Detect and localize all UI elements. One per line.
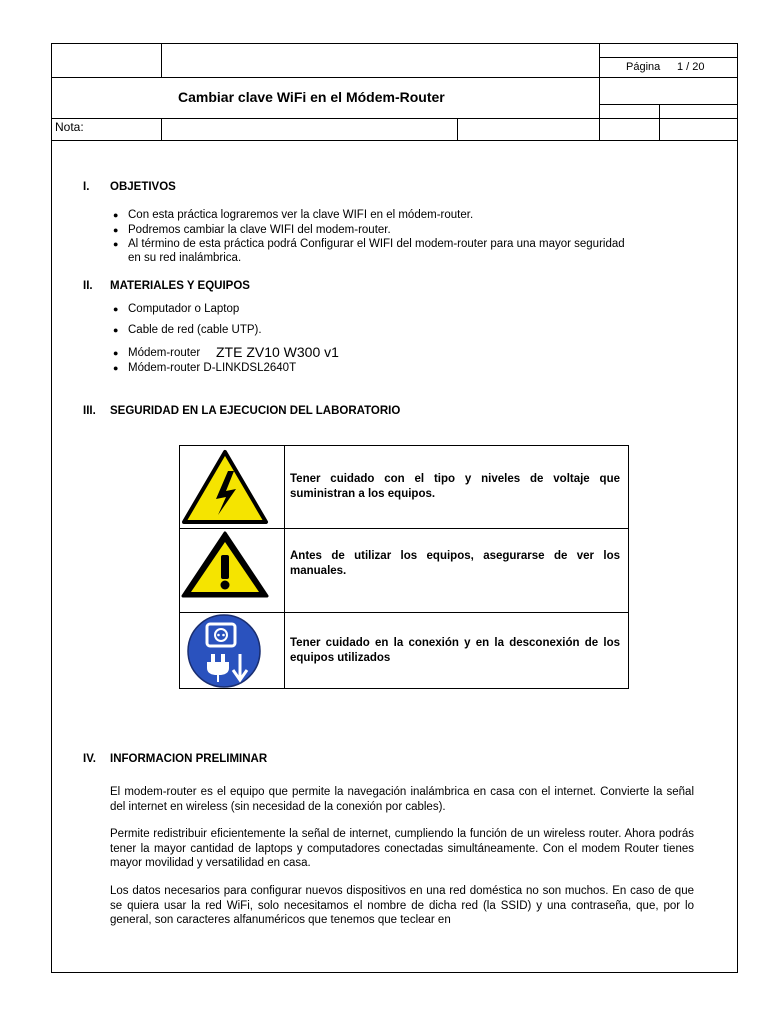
bullet-icon: ● — [113, 225, 119, 235]
section-number-iii: III. — [83, 405, 96, 417]
section-title-informacion: INFORMACION PRELIMINAR — [110, 753, 268, 765]
paragraph: Permite redistribuir eficientemente la señal de internet, cumpliendo la función de un wireless router. Ahora podrás tener la mayor cantidad de laptops y computadores conectadas simultáneamente. Con el modem Router tienes mayor movilidad y versatilidad en casa. — [110, 828, 694, 869]
bullet-icon: ● — [113, 210, 119, 220]
objetivo-item: Con esta práctica lograremos ver la clave WIFI en el módem-router. — [128, 209, 474, 221]
material-item-model: ZTE ZV10 W300 v1 — [216, 344, 339, 360]
objetivo-item: Podremos cambiar la clave WIFI del modem-router. — [128, 224, 391, 236]
nota-label: Nota: — [55, 120, 84, 134]
section-number-iv: IV. — [83, 753, 97, 765]
page-number: 1 / 20 — [677, 61, 705, 73]
material-item: Cable de red (cable UTP). — [128, 324, 262, 336]
material-item: Computador o Laptop — [128, 303, 240, 315]
section-title-objetivos: OBJETIVOS — [110, 181, 176, 193]
material-item: Módem-router — [128, 347, 201, 359]
page-label: Página — [626, 61, 661, 73]
bullet-icon: ● — [113, 363, 119, 373]
safety-text: Tener cuidado en la conexión y en la desconexión de los equipos utilizados — [290, 637, 620, 664]
bullet-icon: ● — [113, 239, 119, 249]
section-number-ii: II. — [83, 280, 93, 292]
paragraph: El modem-router es el equipo que permite la navegación inalámbrica en casa con el internet. Convierte la señal del internet en wireless (sin necesidad de la conexión por cables). — [110, 786, 694, 813]
objetivo-item: Al término de esta práctica podrá Configurar el WIFI del modem-router para una mayor seguridad — [128, 238, 625, 250]
safety-text: Antes de utilizar los equipos, asegurarse de ver los manuales. — [290, 550, 620, 577]
safety-text: Tener cuidado con el tipo y niveles de voltaje que suministran a los equipos. — [290, 473, 620, 500]
objetivo-item-continuation: en su red inalámbrica. — [128, 252, 242, 264]
section-title-seguridad: SEGURIDAD EN LA EJECUCION DEL LABORATORIO — [110, 405, 401, 417]
bullet-icon: ● — [113, 325, 119, 335]
bullet-icon: ● — [113, 348, 119, 358]
material-item: Módem-router D-LINKDSL2640T — [128, 362, 297, 374]
section-title-materiales: MATERIALES Y EQUIPOS — [110, 280, 250, 292]
warning-icon — [180, 530, 270, 600]
section-number-i: I. — [83, 181, 90, 193]
unplug-icon — [181, 614, 267, 688]
high-voltage-icon — [180, 447, 270, 527]
paragraph: Los datos necesarios para configurar nuevos dispositivos en una red doméstica no son muchos. En caso de que se quiera usar la red WiFi, solo necesitamos el nombre de dicha red (la SSID) y una contraseña, que, por lo general, son caracteres alfanuméricos que tenemos que teclear en — [110, 885, 694, 926]
bullet-icon: ● — [113, 304, 119, 314]
document-title: Cambiar clave WiFi en el Módem-Router — [178, 89, 445, 105]
